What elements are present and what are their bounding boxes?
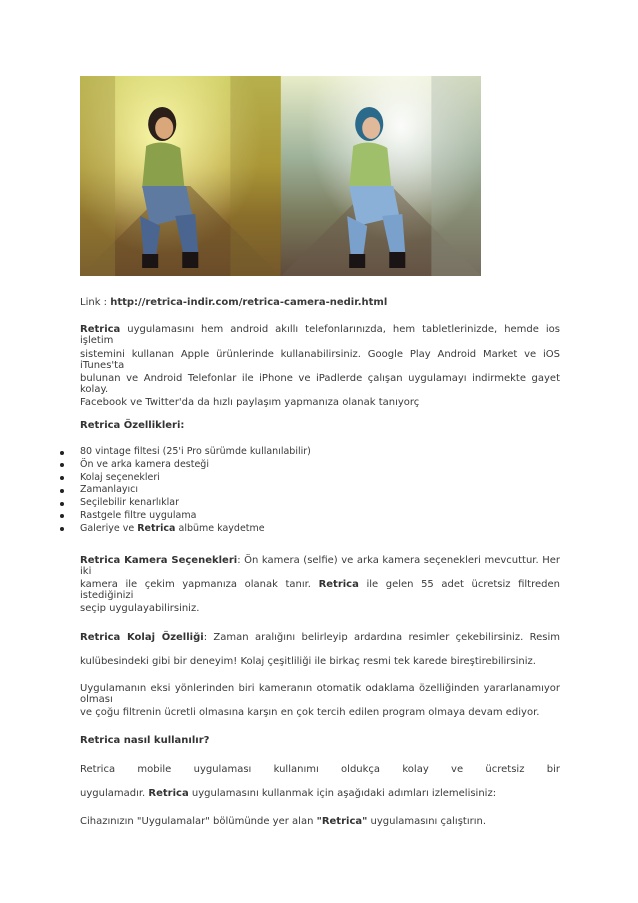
girl-figure-left-icon (80, 76, 281, 276)
camera-bold: Retrica Kamera Seçenekleri (80, 555, 238, 566)
features-list (60, 446, 311, 536)
camera-text-2b: ile gelen 55 adet ücretsiz filtreden istediğinizi (80, 579, 560, 601)
intro-line-3: bulunan ve Android Telefonlar ile iPhone ve iPadlerde çalışan uygulamayı indirmekte gayet kolay. (80, 373, 560, 395)
list-item: Kolaj seçenekleri (60, 472, 311, 485)
camera-line-2 (80, 579, 560, 601)
article-link[interactable]: http://retrica-indir.com/retrica-camera-nedir.html (110, 297, 388, 308)
list-item-bold: Retrica (137, 522, 176, 534)
step-bold: "Retrica" (316, 816, 368, 827)
features-heading (80, 420, 560, 431)
intro-line-2: sistemini kullanan Apple ürünlerinde kullanabilirsiniz. Google Play Android Market ve iOS iTunes'ta (80, 349, 560, 371)
collage-line-1 (80, 632, 560, 643)
negatives-line-1: Uygulamanın eksi yönlerinden biri kameranın otomatik odaklama özelliğinden yararlanamıyor olması (80, 683, 560, 705)
howto-step-line (80, 816, 560, 827)
list-item: 80 vintage filtesi (25'i Pro sürümde kullanılabilir) (60, 446, 311, 459)
list-item: Rastgele filtre uygulama (60, 510, 311, 523)
list-item (60, 523, 311, 536)
link-prefix: Link : (80, 297, 111, 308)
camera-text-1: : Ön kamera (selfie) ve arka kamera seçenekleri mevcuttur. Her iki (80, 555, 560, 577)
features-heading-text: Retrica Özellikleri: (80, 420, 185, 431)
collage-bold: Retrica Kolaj Özelliği (80, 632, 204, 643)
camera-line-1 (80, 555, 560, 577)
list-item-text-end: albüme kaydetme (175, 522, 265, 534)
step-text-a: Cihazınızın "Uygulamalar" bölümünde yer alan (80, 816, 317, 827)
step-text-b: uygulamasını çalıştırın. (367, 816, 487, 827)
howto-bold-2: Retrica (148, 788, 189, 799)
collage-line-2: kulübesindeki gibi bir deneyim! Kolaj çeşitliliği ile birkaç resmi tek karede bireştirebilirsiniz. (80, 656, 536, 667)
howto-text-2b: uygulamasını kullanmak için aşağıdaki adımları izlemelisiniz: (188, 788, 497, 799)
negatives-line-2: ve çoğu filtrenin ücretli olmasına karşın en çok tercih edilen program olmaya devam ediyor. (80, 707, 540, 718)
camera-line-3: seçip uygulayabilirsiniz. (80, 603, 200, 614)
list-item: Zamanlayıcı (60, 484, 311, 497)
list-item: Seçilebilir kenarlıklar (60, 497, 311, 510)
comparison-photo (80, 76, 481, 276)
intro-line-1 (80, 324, 560, 346)
photo-filtered-panel (281, 76, 482, 276)
camera-text-2a: kamera ile çekim yapmanıza olanak tanır. (80, 579, 319, 590)
intro-bold: Retrica (80, 324, 121, 335)
howto-text-2a: uygulamadır. (80, 788, 149, 799)
photo-original-panel (80, 76, 281, 276)
girl-figure-right-icon (281, 76, 482, 276)
list-item-text: Galeriye ve (80, 522, 138, 534)
collage-text-1: : Zaman aralığını belirleyip ardardına resimler çekebilirsiniz. Resim (203, 632, 561, 643)
list-item: Ön ve arka kamera desteği (60, 459, 311, 472)
link-line (80, 297, 560, 308)
howto-line-1: Retrica mobile uygulaması kullanımı oldukça kolay ve ücretsiz bir (80, 764, 560, 775)
howto-heading-text: Retrica nasıl kullanılır? (80, 735, 210, 746)
camera-bold-2: Retrica (318, 579, 359, 590)
intro-text-1: uygulamasını hem android akıllı telefonlarınızda, hem tabletlerinizde, hemde ios işletim (80, 324, 560, 346)
howto-line-2 (80, 788, 560, 799)
intro-line-4: Facebook ve Twitter'da da hızlı paylaşım yapmanıza olanak tanıyorç (80, 397, 420, 408)
howto-heading (80, 735, 560, 746)
